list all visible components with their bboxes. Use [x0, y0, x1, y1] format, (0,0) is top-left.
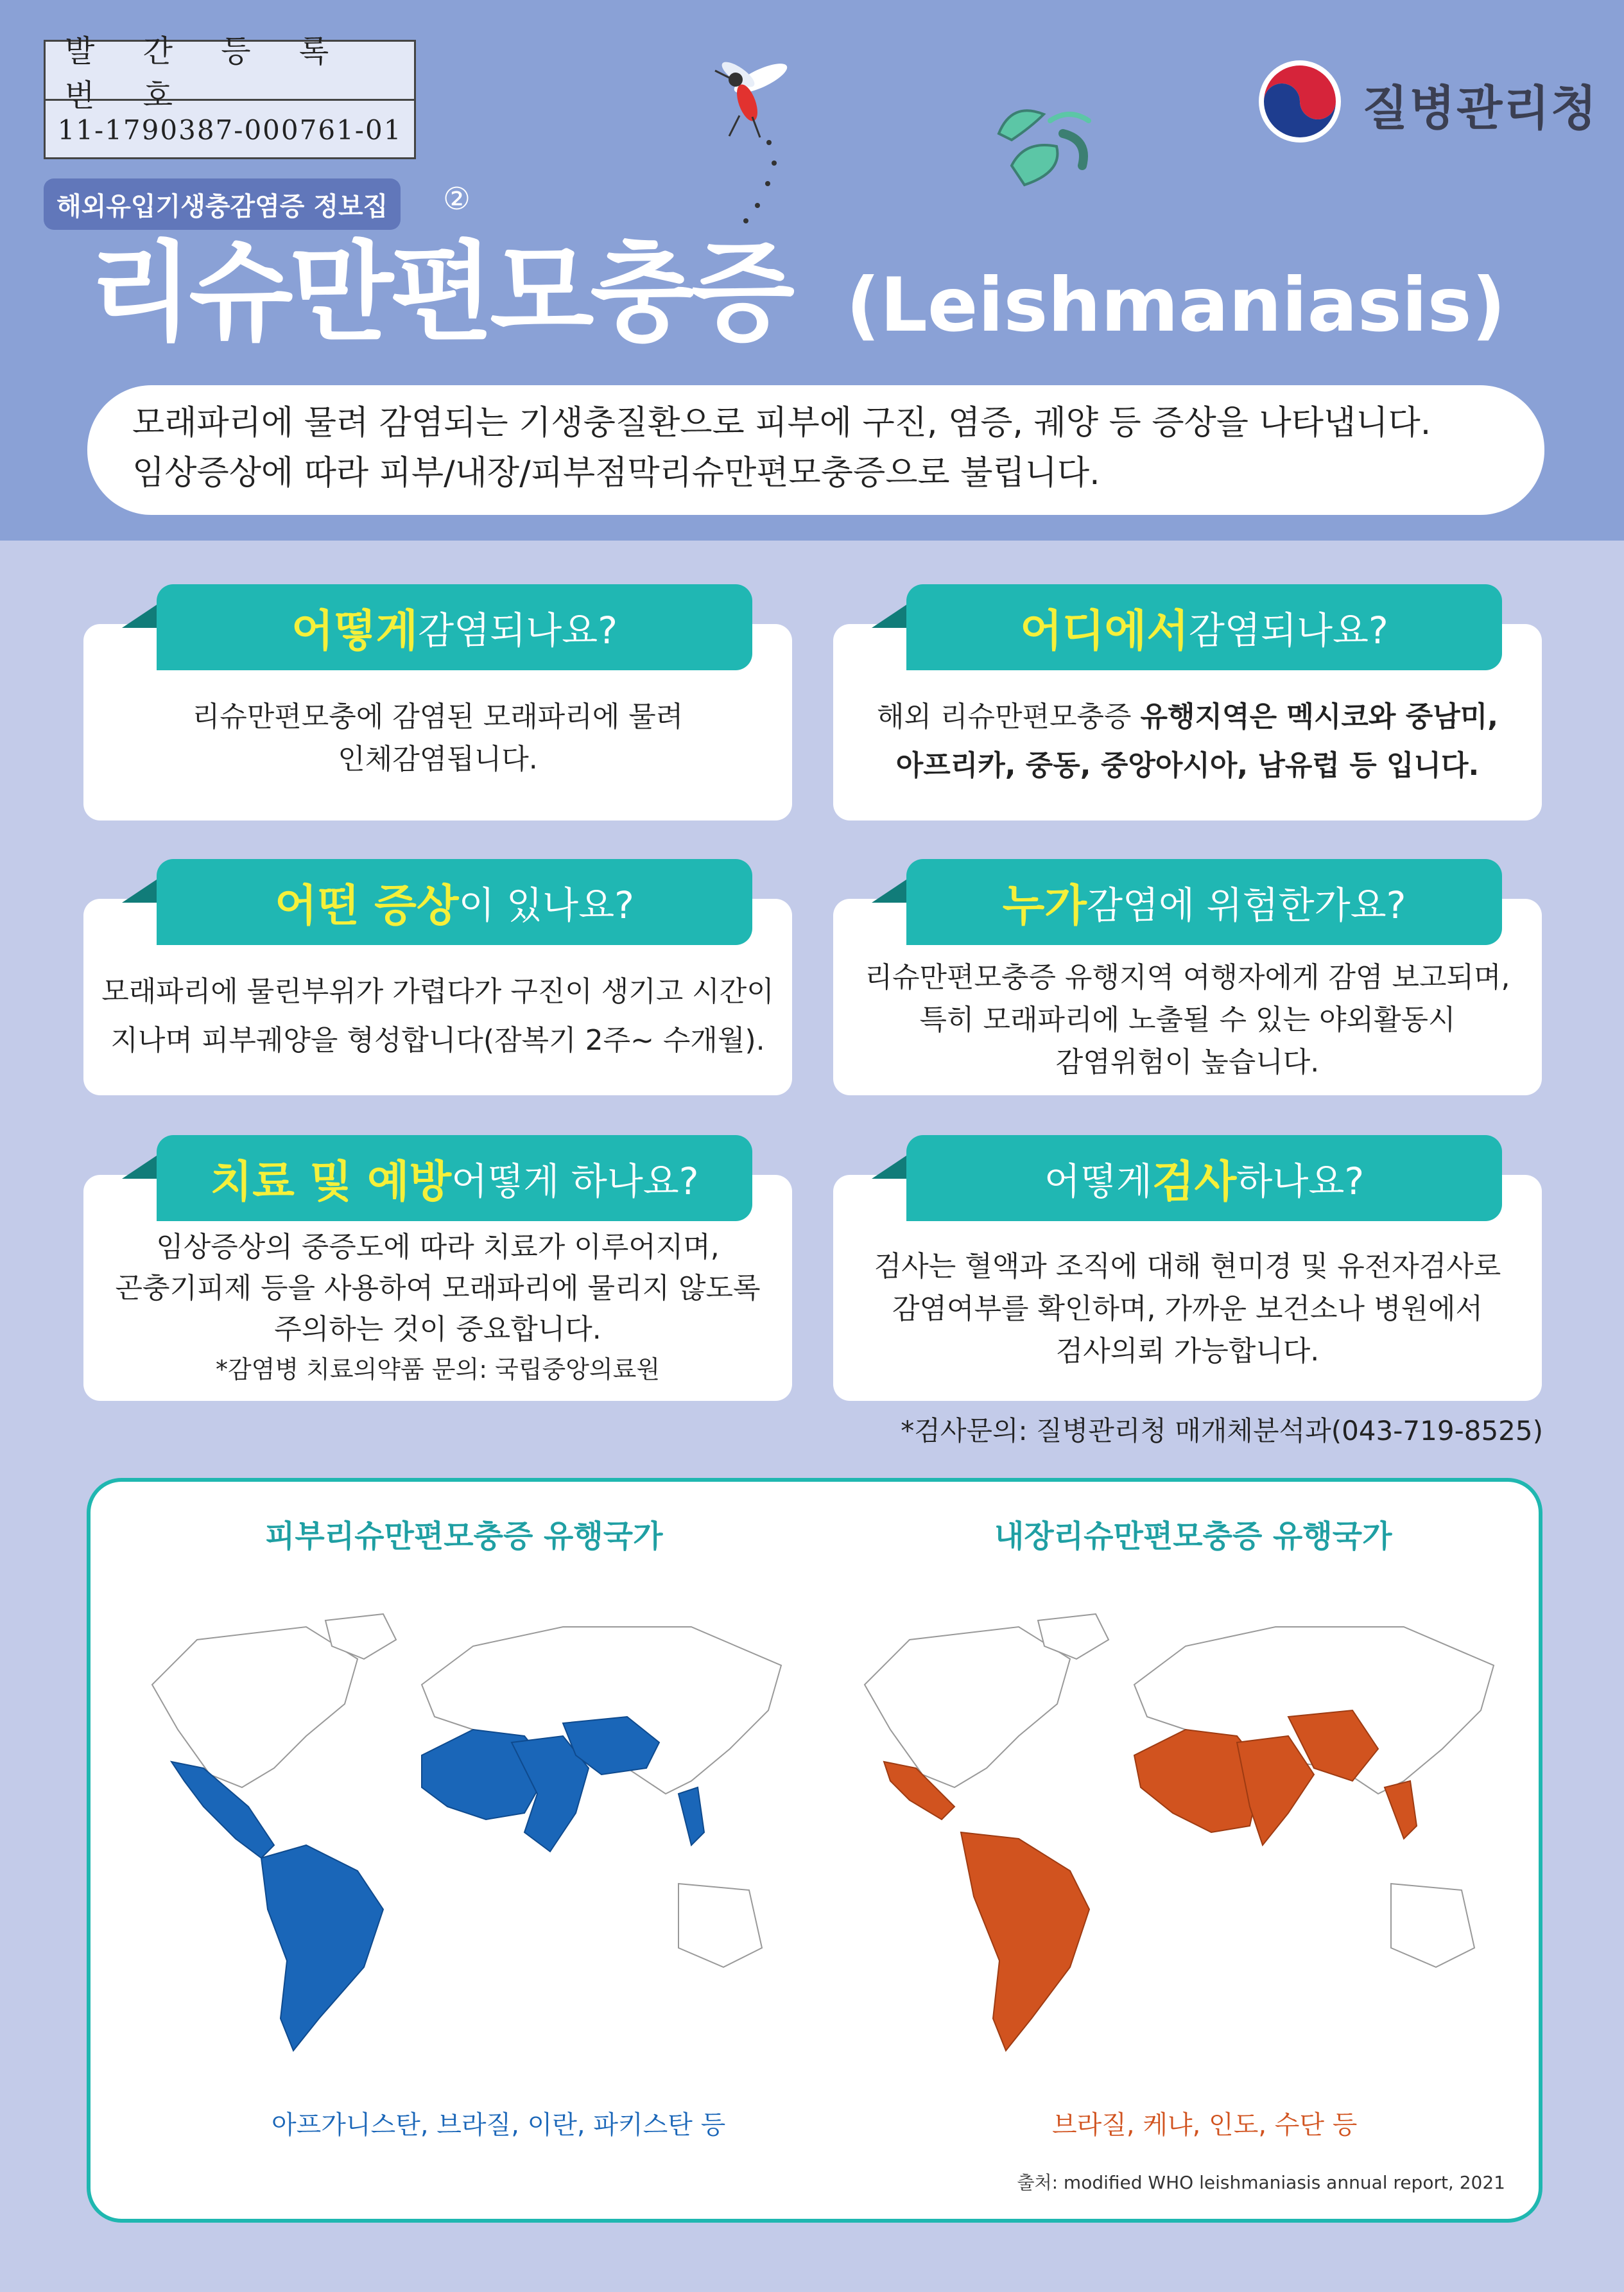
card-test-line-1: 검사는 혈액과 조직에 대해 현미경 및 유전자검사로: [874, 1250, 1501, 1283]
card-where-line-2: 아프리카, 중동, 중앙아시아, 남유럽 등 입니다.: [895, 749, 1480, 782]
map-source: 출처: modified WHO leishmaniasis annual report, 2021: [1017, 2172, 1505, 2193]
page-title-english: (Leishmaniasis): [846, 262, 1506, 349]
card-test-line-3: 검사의뢰 가능합니다.: [1055, 1335, 1320, 1367]
tab-highlight: 어떻게: [291, 605, 419, 657]
card-treatment-line-3: 주의하는 것이 중요합니다.: [274, 1313, 601, 1346]
publication-label: 발 간 등 록 번 호: [46, 42, 414, 101]
tab-treatment: [157, 1135, 752, 1221]
card-where-plain: 해외 리슈만편모충증: [877, 700, 1141, 733]
visceral-countries: 브라질, 케냐, 인도, 수단 등: [1052, 2110, 1358, 2140]
card-where-line-1: [833, 696, 1542, 738]
tab-symptoms: [157, 859, 752, 945]
endemic-maps-panel: [87, 1478, 1542, 2223]
visceral-world-map: [826, 1601, 1519, 2076]
card-how-line-2: 인체감염됩니다.: [338, 743, 538, 776]
tab-fold: [122, 1156, 157, 1179]
tab-highlight: 누가: [1002, 880, 1087, 932]
intro-line-2: 임상증상에 따라 피부/내장/피부점막리슈만편모충증으로 불립니다.: [132, 454, 1100, 492]
tab-where-infected: [906, 584, 1502, 670]
intro-line-1: 모래파리에 물려 감염되는 기생충질환으로 피부에 구진, 염증, 궤양 등 증상을 나타냅니다.: [132, 404, 1431, 442]
card-risk-line-3: 감염위험이 높습니다.: [1055, 1046, 1320, 1079]
kcdc-taegeuk-logo-icon: [1255, 56, 1345, 146]
test-contact: *검사문의: 질병관리청 매개체분석과(043-719-8525): [901, 1415, 1543, 1446]
parasite-icon: [986, 95, 1101, 198]
tab-fold: [122, 605, 157, 628]
tab-text: 어떻게: [1044, 1159, 1152, 1203]
page-title: 리슈만편모충증: [89, 230, 791, 356]
cutaneous-world-map: [114, 1601, 807, 2076]
card-treatment-line-1: 임상증상의 중증도에 따라 치료가 이루어지며,: [156, 1231, 720, 1263]
card-risk-line-1: 리슈만편모충증 유행지역 여행자에게 감염 보고되며,: [865, 961, 1510, 994]
tab-fold: [122, 880, 157, 903]
card-risk-line-2: 특히 모래파리에 노출될 수 있는 야외활동시: [919, 1003, 1456, 1036]
tab-highlight: 치료 및 예방: [210, 1156, 452, 1208]
tab-fold: [872, 605, 906, 628]
tab-risk: [906, 859, 1502, 945]
tab-text: 감염에 위험한가요?: [1086, 883, 1406, 927]
tab-text: 어떻게 하나요?: [451, 1159, 699, 1203]
visceral-map-title: 내장리슈만편모충증 유행국가: [994, 1518, 1392, 1554]
tab-highlight: 어떤 증상: [275, 880, 459, 932]
publication-number: 11-1790387-000761-01: [57, 114, 402, 146]
tab-text: 감염되나요?: [1188, 609, 1388, 652]
tab-test: [906, 1135, 1502, 1221]
agency-name: 질병관리청: [1362, 81, 1598, 136]
card-treatment-line-2: 곤충기피제 등을 사용하여 모래파리에 물리지 않도록: [115, 1272, 761, 1305]
tab-text: 이 있나요?: [458, 883, 634, 927]
tab-fold: [872, 880, 906, 903]
card-where-bold: 유행지역은 멕시코와 중남미,: [1140, 700, 1498, 733]
card-test-line-2: 감염여부를 확인하며, 가까운 보건소나 병원에서: [892, 1292, 1483, 1325]
cutaneous-countries: 아프가니스탄, 브라질, 이란, 파키스탄 등: [272, 2110, 726, 2140]
tab-how-infected: [157, 584, 752, 670]
card-how-line-1: 리슈만편모충에 감염된 모래파리에 물려: [192, 700, 684, 733]
tab-text: 하나요?: [1236, 1159, 1365, 1203]
tab-text: 감염되나요?: [418, 609, 618, 652]
sandfly-icon: [693, 53, 815, 232]
tab-fold: [872, 1156, 906, 1179]
series-number: ②: [443, 181, 471, 217]
publication-registration-box: [44, 33, 416, 159]
tab-highlight: 검사: [1152, 1156, 1237, 1208]
card-symptoms-line-1: 모래파리에 물린부위가 가렵다가 구진이 생기고 시간이: [101, 975, 774, 1008]
series-badge: 해외유입기생충감염증 정보집: [44, 178, 401, 230]
card-treatment-note: *감염병 치료의약품 문의: 국립중앙의료원: [215, 1355, 661, 1384]
tab-highlight: 어디에서: [1020, 605, 1189, 657]
card-symptoms-line-2: 지나며 피부궤양을 형성합니다(잠복기 2주~ 수개월).: [110, 1024, 765, 1057]
cutaneous-map-title: 피부리슈만편모충증 유행국가: [265, 1518, 663, 1554]
intro-box: [87, 385, 1544, 515]
